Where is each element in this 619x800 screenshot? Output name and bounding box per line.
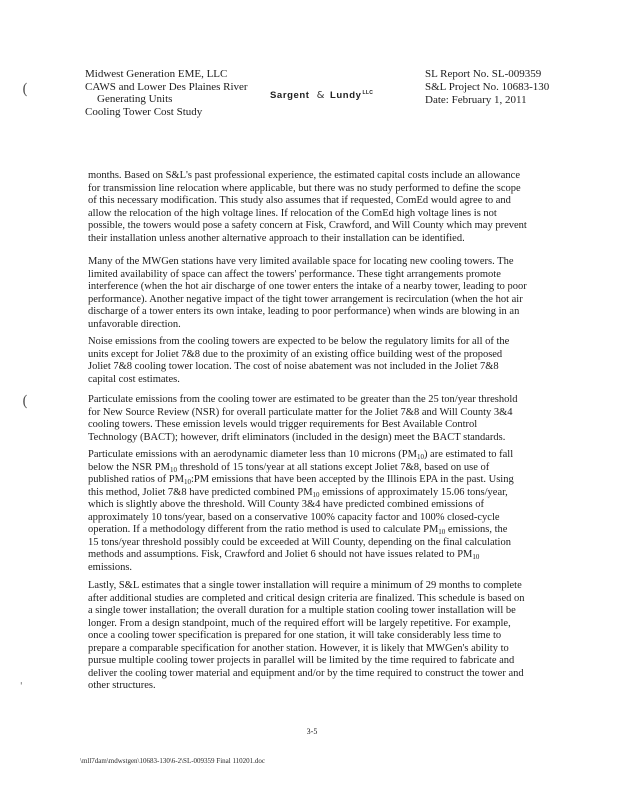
logo-ampersand-icon: & bbox=[316, 90, 325, 101]
text-line: for New Source Review (NSR) for overall particulate matter for the Joliet 7&8 and Will County 3&4 bbox=[88, 406, 513, 418]
text-line: emissions. bbox=[88, 561, 133, 573]
file-path: \mll7dam\mdwstgen\10683-130\6-2\SL-009359 Final 110201.doc bbox=[80, 757, 266, 765]
text-line: a single tower installation; the overall duration for a multiple station cooling tower installation will be bbox=[88, 605, 516, 616]
text-line: other structures. bbox=[88, 680, 156, 691]
text-line: cooling towers. These emission levels would trigger requirements for Best Available Control bbox=[88, 419, 478, 430]
text-line bbox=[88, 487, 514, 500]
body-paragraph bbox=[88, 170, 527, 245]
punch-mark: ( bbox=[22, 392, 28, 410]
text-segment: published ratios of PM bbox=[88, 474, 184, 485]
text-segment: Particulate emissions with an aerodynamic diameter less than 10 microns (PM bbox=[88, 449, 417, 460]
header-client-block bbox=[85, 68, 248, 119]
text-line: deliver the cooling tower material and equipment and/or by the time required to construct the tower and bbox=[88, 667, 524, 679]
text-line: which is slightly above the threshold. Will County 3&4 have predicted combined emissions of bbox=[88, 499, 484, 510]
text-line: once a cooling tower specification is prepared for one station, it will take considerably less time to bbox=[88, 630, 502, 641]
text-segment: this method, Joliet 7&8 have predicted combined PM bbox=[88, 486, 313, 498]
project-name: CAWS and Lower Des Plaines River bbox=[85, 80, 248, 93]
report-number: SL Report No. SL-009359 bbox=[425, 68, 542, 80]
text-segment: emissions, the bbox=[445, 524, 508, 535]
text-line: after additional studies are completed and critical design criteria are finalized. This schedule is based on bbox=[88, 592, 525, 604]
body-paragraph bbox=[88, 336, 509, 386]
text-line: Lastly, S&L estimates that a single tower installation will require a minimum of 29 months to complete bbox=[88, 580, 522, 591]
scan-mark: ' bbox=[20, 682, 23, 692]
text-line: unfavorable direction. bbox=[88, 318, 181, 330]
text-line: possible, the towers would pose a safety concern at Fisk, Crawford, and Will County which may prevent bbox=[88, 220, 527, 231]
text-line: for transmission line relocation where applicable, but there was no study performed to define the scope bbox=[88, 182, 521, 194]
logo-text-right: Lundy bbox=[329, 90, 362, 101]
text-line: Many of the MWGen stations have very limited available space for locating new cooling towers. The bbox=[88, 256, 514, 267]
body-paragraph bbox=[88, 394, 518, 444]
text-segment: methods and assumptions. Fisk, Crawford and Joliet 6 should not have issues related to PM bbox=[88, 549, 473, 560]
text-segment: below the NSR PM bbox=[88, 461, 170, 473]
report-date: Date: February 1, 2011 bbox=[425, 93, 527, 106]
text-line: months. Based on S&L's past professional experience, the estimated capital costs include an allowance bbox=[88, 170, 520, 181]
text-line: limited availability of space can affect the towers' performance. These tight arrangements promote bbox=[88, 268, 501, 280]
logo-text-left: Sargent bbox=[270, 90, 310, 101]
punch-mark: ( bbox=[22, 80, 28, 98]
project-number: S&L Project No. 10683-130 bbox=[425, 80, 550, 93]
study-title: Cooling Tower Cost Study bbox=[85, 106, 203, 119]
text-line: longer. From a design standpoint, much of the required effort will be largely repetitive. For example, bbox=[88, 617, 511, 629]
subscript: 10 bbox=[169, 465, 177, 474]
body-paragraph bbox=[88, 449, 514, 574]
text-line: capital cost estimates. bbox=[88, 373, 180, 385]
text-line bbox=[88, 462, 514, 475]
company-logo bbox=[270, 90, 373, 101]
text-line bbox=[88, 474, 514, 487]
text-line: Technology (BACT); however, drift eliminators (included in the design) meet the BACT standards. bbox=[88, 431, 506, 443]
body-paragraph bbox=[88, 580, 525, 693]
text-segment: threshold of 15 tons/year at all stations except Joliet 7&8, based on use of bbox=[176, 461, 490, 473]
text-line bbox=[88, 449, 514, 462]
logo-suffix: LLC bbox=[362, 90, 374, 96]
page-number: 3-5 bbox=[306, 727, 318, 736]
text-segment: operation. If a methodology different from the ratio method is used to calculate PM bbox=[88, 524, 439, 535]
body-paragraph bbox=[88, 256, 527, 331]
text-line: performance). Another negative impact of the tight tower arrangement is recirculation (when the hot air bbox=[88, 293, 523, 305]
text-line: approximately 10 tons/year, based on a conservative 100% capacity factor and 100% closed-cycle bbox=[88, 511, 500, 523]
project-subtitle: Generating Units bbox=[97, 93, 173, 106]
text-line: units except for Joliet 7&8 due to the proximity of an existing office building west of the proposed bbox=[88, 348, 503, 360]
text-segment: emissions of approximately 15.06 tons/year, bbox=[319, 486, 508, 498]
client-name: Midwest Generation EME, LLC bbox=[85, 68, 228, 80]
text-line: Noise emissions from the cooling towers are expected to be below the regulatory limits for all of the bbox=[88, 336, 510, 347]
text-line bbox=[88, 549, 514, 562]
subscript: 10 bbox=[416, 453, 424, 461]
header-report-block bbox=[425, 68, 549, 107]
subscript: 10 bbox=[472, 553, 480, 561]
subscript: 10 bbox=[183, 478, 191, 486]
text-line: pursue multiple cooling tower projects in parallel will be limited by the time required to fabricate and bbox=[88, 655, 515, 666]
text-line: discharge of a tower enters its own intake, leading to poor performance) when winds are blowing in an bbox=[88, 306, 520, 317]
subscript: 10 bbox=[438, 528, 446, 536]
text-line: allow the relocation of the high voltage lines. If relocation of the ComEd high voltage lines is not bbox=[88, 207, 497, 219]
text-segment: ) are estimated to fall bbox=[423, 449, 514, 460]
text-line: Particulate emissions from the cooling tower are estimated to be greater than the 25 ton/year threshold bbox=[88, 394, 518, 405]
subscript: 10 bbox=[312, 490, 320, 499]
text-line: of this necessary modification. This study also assumes that if requested, ComEd would agree to and bbox=[88, 195, 511, 206]
text-line: Joliet 7&8 cooling tower location. The cost of noise abatement was not included in the Joliet 7&8 bbox=[88, 361, 499, 372]
text-line: prepare a comparable specification for another station. However, it is likely that MWGen's ability to bbox=[88, 642, 509, 654]
text-line: interference (when the hot air discharge of one tower enters the intake of a nearby tower, leading to poor bbox=[88, 281, 527, 292]
text-line: their installation unless another alternative approach to their installation can be identified. bbox=[88, 232, 465, 244]
text-segment: :PM emissions that have been accepted by the Illinois EPA in the past. Using bbox=[190, 474, 514, 485]
text-line bbox=[88, 524, 514, 537]
text-line: 15 tons/year threshold possibly could be exceeded at Will County, depending on the final calculation bbox=[88, 536, 511, 548]
